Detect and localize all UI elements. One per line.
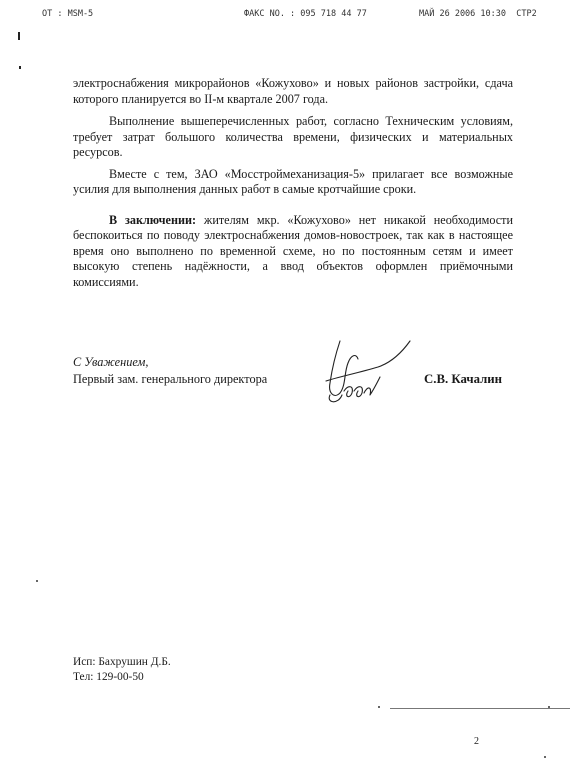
handwritten-signature [318, 333, 418, 413]
paragraph-2: Выполнение вышеперечисленных работ, согласно Техническим условиям, требует затрат большого количества времени, физических и материальных ресурсов. [73, 114, 513, 159]
footer-rule [390, 708, 570, 709]
fax-number: ФАКС NO. : 095 718 44 77 [244, 9, 367, 19]
salutation: С Уважением, [73, 355, 149, 369]
scan-speck [378, 706, 380, 708]
executor-info [73, 655, 171, 685]
executor-phone: Тел: 129-00-50 [73, 671, 144, 683]
scan-speck [36, 580, 38, 582]
scan-mark [19, 66, 21, 69]
executor-name: Исп: Бахрушин Д.Б. [73, 656, 171, 668]
scan-mark [18, 32, 20, 40]
scan-speck [548, 706, 550, 708]
paragraph-3: Вместе с тем, ЗАО «Мосстроймеханизация-5» прилагает все возможные усилия для выполнения данных работ в самые кротчайшие сроки. [73, 166, 513, 196]
signer-name: С.В. Качалин [424, 372, 503, 386]
signer-position: Первый зам. генерального директора [73, 372, 268, 386]
paragraph-1: электроснабжения микрорайонов «Кожухово» и новых районов застройки, сдача которого планируется во II-м квартале 2007 года. [73, 76, 513, 106]
conclusion-label: В заключении: [109, 212, 197, 227]
scan-speck [544, 756, 546, 758]
page-number: 2 [474, 736, 479, 747]
fax-date: МАЙ 26 2006 10:30 СТР2 [419, 9, 537, 19]
fax-from: ОТ : MSM-5 [42, 9, 94, 19]
fax-header [0, 9, 574, 23]
paragraph-conclusion [73, 213, 513, 291]
letter-body [73, 76, 513, 290]
conclusion-text: жителям мкр. «Кожухово» нет никакой необходимости беспокоиться по поводу электроснабжения домов-новостроек, так как в настоящее время оно выполнено по временной схеме, но по постоянным сетям и имеет высокую степень надёжности, а ввод объектов оформлен приёмочными комиссиями. [73, 212, 513, 289]
